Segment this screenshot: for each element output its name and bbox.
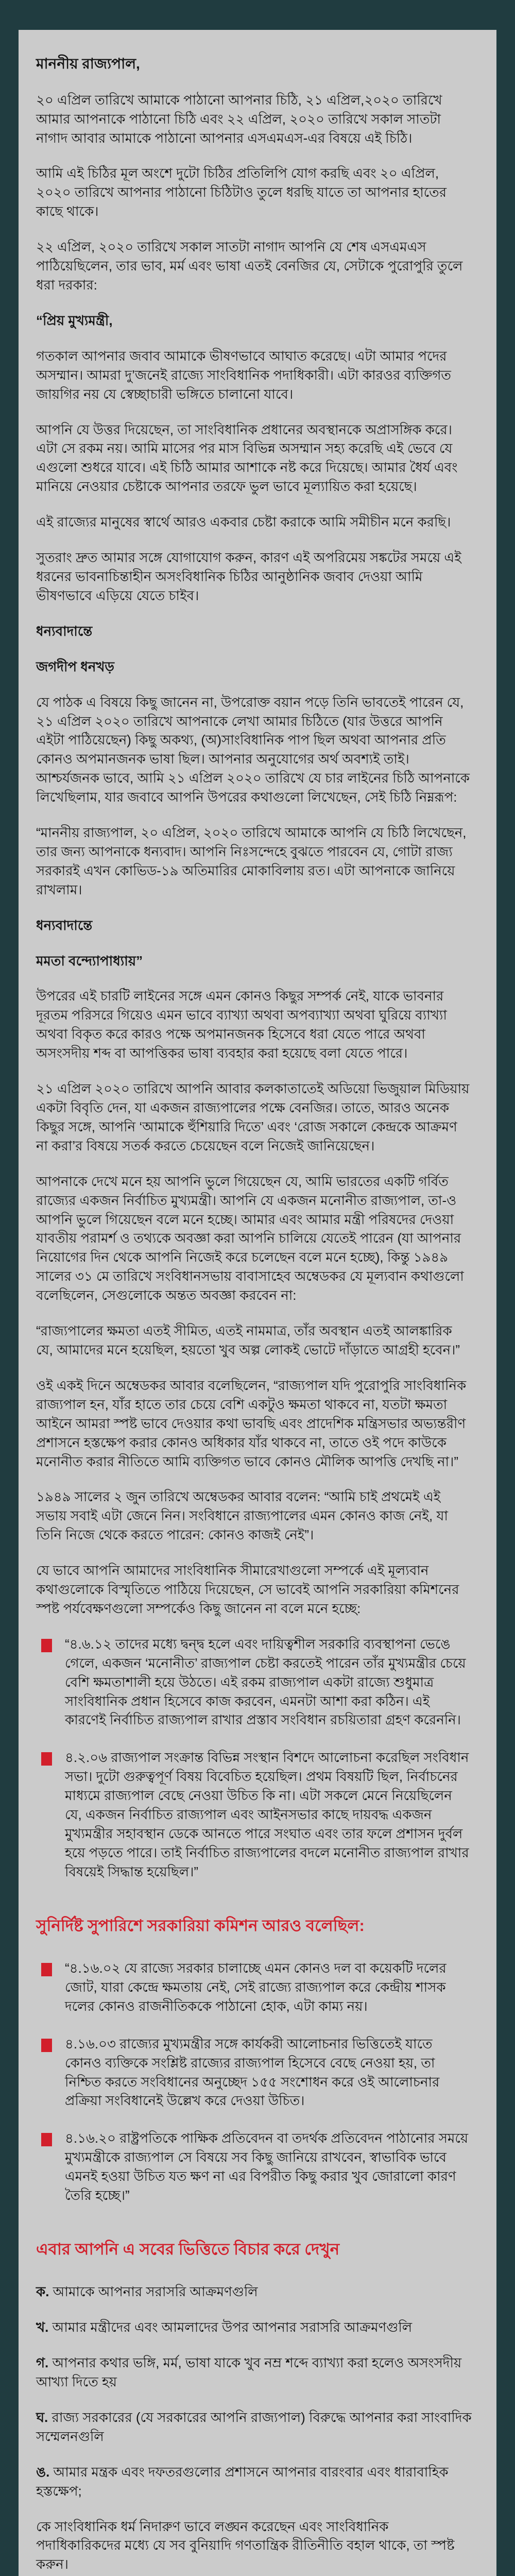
section-heading: সুনির্দিষ্ট সুপারিশে সরকারিয়া কমিশন আরও বলেছিল: — [36, 1916, 365, 1935]
letter-card — [19, 30, 496, 2576]
bullet-item — [36, 1635, 472, 1730]
body-paragraph: যে ভাবে আপনি আমাদের সাংবিধানিক সীমারেখাগুলো সম্পর্কে এই মূল্যবান কথাগুলোকে বিস্মৃতিতে পাঠিয়ে দিয়েছেন, সে ভাবেই আপনি সরকারিয়া কমিশনের স্পষ্ট পর্যবেক্ষণগুলো সম্পর্কেও কিছু জানেন না বলে মনে হচ্ছে: — [36, 1563, 459, 1616]
bullet-item — [36, 1748, 472, 1881]
bullet-text: “৪.৬.১২ তাদের মধ্যে দ্বন্দ্ব হলে এবং দায়িত্বশীল সরকারি ব্যবস্থাপনা ভেঙে গেলে, একজন ‘মনোনীত’ রাজ্যপাল চেষ্টা করতেই পারেন তাঁর মুখ্যমন্ত্রীর চেয়ে বেশি ক্ষমতাশালী হয়ে উঠতে। এই রকম রাজ্যপাল একটা রাজ্যে শুধুমাত্র সাংবিধানিক প্রধান হিসেবে কাজ করবেন, এমনটা আশা করা কঠিন। এই কারণেই নির্বাচিত রাজ্যপাল রাখার প্রস্তাব সংবিধান রচয়িতারা গ্রহণ করেননি। — [65, 1636, 466, 1728]
body-paragraph: এই রাজ্যের মানুষের স্বার্থে আরও একবার চেষ্টা করাকে আমি সমীচীন মনে করছি। — [36, 514, 451, 530]
body-paragraph: সুতরাং দ্রুত আমার সঙ্গে যোগাযোগ করুন, কারণ এই অপরিমেয় সঙ্কটের সময়ে এই ধরনের ভাবনাচিন্তাহীন অসংবিধানিক চিঠির আনুষ্ঠানিক জবাব দেওয়া আমি ভীষণভাবে এড়িয়ে যেতে চাইব। — [36, 550, 461, 603]
bullet-item — [36, 1959, 472, 2016]
bullet-text: ৪.১৬.২০ রাষ্ট্রপতিকে পাক্ষিক প্রতিবেদন বা তদর্থক প্রতিবেদন পাঠানোর সময়ে মুখ্যমন্ত্রীকে রাজ্যপাল সে বিষয়ে সব কিছু জানিয়ে রাখবেন, স্বাভাবিক ভাবে এমনই হওয়া উচিত যত ক্ষণ না এর বিপরীত কিছু করার খুব জোরালো কারণ তৈরি হচ্ছে।” — [65, 2130, 469, 2204]
item-label: খ. — [36, 2319, 49, 2335]
signature-line: মাননীয় রাজ্যপাল, — [36, 56, 140, 72]
section-heading: এবার আপনি এ সবের ভিত্তিতে বিচার করে দেখুন — [36, 2240, 340, 2258]
body-paragraph: আপনি যে উত্তর দিয়েছেন, তা সাংবিধানিক প্রধানের অবস্থানকে অপ্রাসঙ্গিক করে। এটা সে রকম নয়। আমি মাসের পর মাস বিভিন্ন অসম্মান সহ্য করেছি এই ভেবে যে এগুলো শুধরে যাবে। এই চিঠি আমার আশাকে নষ্ট করে দিয়েছে। আমার ধৈর্য এবং মানিয়ে নেওয়ার চেষ্টাকে আপনার তরফে ভুল ভাবে মূল্যায়িত করা হয়েছে। — [36, 421, 458, 495]
body-paragraph: কে সাংবিধানিক ধর্ম নিদারুণ ভাবে লঙ্ঘন করেছেন এবং সাংবিধানিক পদাধিকারিকদের মধ্যে যে সব বুনিয়াদি গণতান্ত্রিক রীতিনীতি বহাল থাকে, তা স্পষ্ট করুন। — [36, 2518, 455, 2572]
bullet-text: ৪.১৬.০৩ রাজ্যের মুখ্যমন্ত্রীর সঙ্গে কার্যকরী আলোচনার ভিত্তিতেই যাতে কোনও ব্যক্তিকে সংশ্লিষ্ট রাজ্যের রাজ্যপাল হিসেবে বেছে নেওয়া হয়, তা নিশ্চিত করতে সংবিধানের অনুচ্ছেদ ১৫৫ সংশোধন করে ওই আলোচনার প্রক্রিয়া সংবিধানেই উল্লেখ করে দেওয়া উচিত। — [65, 2036, 440, 2109]
labeled-list-item — [36, 2318, 472, 2337]
bullet-text: “৪.১৬.০২ যে রাজ্যে সরকার চালাচ্ছে এমন কোনও দল বা কয়েকটি দলের জোট, যারা কেন্দ্রে ক্ষমতায় নেই, সেই রাজ্যে রাজ্যপাল করে কেন্দ্রীয় শাসক দলের কোনও রাজনীতিককে পাঠানো হোক, এটা কাম্য নয়। — [65, 1960, 447, 2014]
item-label: ক. — [36, 2284, 49, 2300]
signature-line: “প্রিয় মুখ্যমন্ত্রী, — [36, 312, 113, 328]
body-paragraph: “রাজ্যপালের ক্ষমতা এতই সীমিত, এতই নামমাত্র, তাঁর অবস্থান এতই আলঙ্কারিক যে, আমাদের মনে হয়েছিল, হয়তো খুব অল্প লোকই ভোটে দাঁড়াতে আগ্রহী হবেন।” — [36, 1323, 460, 1358]
item-label: ঘ. — [36, 2409, 48, 2425]
red-square-bullet-icon — [41, 2133, 52, 2146]
bullet-text: ৪.২.০৬ রাজ্যপাল সংক্রান্ত বিভিন্ন সংস্থান বিশদে আলোচনা করেছিল সংবিধান সভা। দুটো গুরুত্বপূর্ণ বিষয় বিবেচিত হয়েছিল। প্রথম বিষয়টি ছিল, নির্বাচনের মাধ্যমে রাজ্যপাল বেছে নেওয়া উচিত কি না। এটা সকলে মেনে নিয়েছিলেন যে, একজন নির্বাচিত রাজ্যপাল এবং আইনসভার কাছে দায়বদ্ধ একজন মুখ্যমন্ত্রীর সহাবস্থান ডেকে আনতে পারে সংঘাত এবং তার ফলে প্রশাসন দুর্বল হয়ে পড়তে পারে। তাই নির্বাচিত রাজ্যপালের বদলে মনোনীত রাজ্যপাল রাখার বিষয়েই সিদ্ধান্ত হয়েছিল।” — [65, 1750, 469, 1879]
signature-line: মমতা বন্দ্যোপাধ্যায়” — [36, 953, 143, 969]
letter-content — [36, 54, 472, 2576]
body-paragraph: ২০ এপ্রিল তারিখে আমাকে পাঠানো আপনার চিঠি, ২১ এপ্রিল,২০২০ তারিখে আমার আপনাকে পাঠানো চিঠি এবং ২২ এপ্রিল, ২০২০ তারিখে সকাল সাতটা নাগাদ আবার আমাকে পাঠানো আপনার এসএমএস-এর বিষয়ে এই চিঠি। — [36, 92, 442, 146]
item-text: আমার মন্ত্রক এবং দফতরগুলোর প্রশাসনে আপনার বারংবার এবং ধারাবাহিক হস্তক্ষেপ; — [36, 2464, 449, 2499]
item-text: আমাকে আপনার সরাসরি আক্রমণগুলি — [53, 2284, 258, 2300]
labeled-list-item — [36, 2463, 472, 2501]
body-paragraph: উপরের এই চারটি লাইনের সঙ্গে এমন কোনও কিছুর সম্পর্ক নেই, যাকে ভাবনার দূরতম পরিসরে গিয়েও এমন ভাবে ব্যাখ্যা অথবা অপব্যাখ্যা অথবা ঘুরিয়ে ব্যাখ্যা অথবা বিকৃত করে কারও পক্ষে অপমানজনক হিসেবে ধরা যেতে পারে অথবা অসংসদীয় শব্দ বা আপত্তিকর ভাষা ব্যবহার করা হয়েছে বলা যেতে পারে। — [36, 988, 447, 1061]
red-square-bullet-icon — [41, 1963, 52, 1976]
item-label: গ. — [36, 2355, 49, 2371]
body-paragraph: ১৯৪৯ সালের ২ জুন তারিখে অম্বেডকর আবার বলেন: “আমি চাই প্রথমেই এই সভায় সবাই এটা জেনে নিন। সংবিধানে রাজ্যপালের এমন কোনও কাজ নেই, যা তিনি নিজে থেকে করতে পারেন: কোনও কাজই নেই”। — [36, 1489, 448, 1543]
body-paragraph: ২১ এপ্রিল ২০২০ তারিখে আপনি আবার কলকাতাতেই অডিয়ো ভিজুয়াল মিডিয়ায় একটা বিবৃতি দেন, যা একজন রাজ্যপালের পক্ষে বেনজির। তাতে, আরও অনেক কিছুর সঙ্গে, আপনি ‘আমাকে হুঁশিয়ারি দিতে’ এবং ‘রোজ সকালে কেন্দ্রকে আক্রমণ না করা’র বিষয়ে সতর্ক করতে চেয়েছেন বলে নিজেই জানিয়েছেন। — [36, 1081, 470, 1154]
signature-line: জগদীপ ধনখড় — [36, 658, 114, 674]
red-square-bullet-icon — [41, 2039, 52, 2052]
bullet-item — [36, 2129, 472, 2205]
body-paragraph: আপনাকে দেখে মনে হয় আপনি ভুলে গিয়েছেন যে, আমি ভারতের একটি গর্বিত রাজ্যের একজন নির্বাচিত মুখ্যমন্ত্রী। আপনি যে একজন মনোনীত রাজ্যপাল, তা-ও আপনি ভুলে গিয়েছেন বলে মনে হচ্ছে। আমার এবং আমার মন্ত্রী পরিষদের দেওয়া যাবতীয় পরামর্শ ও তথ্যকে অবজ্ঞা করা আপনি চালিয়ে যেতেই পারেন (যা আপনার নিয়োগের দিন থেকে আপনি নিজেই করে চলেছেন বলে মনে হচ্ছে), কিন্তু ১৯৪৯ সালের ৩১ মে তারিখে সংবিধানসভায় বাবাসাহেব অম্বেডকর যে মূল্যবান কথাগুলো বলেছিলেন, সেগুলোকে অন্তত অবজ্ঞা করবেন না: — [36, 1173, 464, 1303]
labeled-list-item — [36, 2408, 472, 2446]
item-text: আপনার কথার ভঙ্গি, মর্ম, ভাষা যাকে খুব নম্র শব্দে ব্যাখ্যা করা হলেও অসংসদীয় আখ্যা দিতে হয় — [36, 2355, 462, 2389]
bullet-item — [36, 2035, 472, 2111]
red-square-bullet-icon — [41, 1639, 52, 1652]
item-text: রাজ্য সরকারের (যে সরকারের আপনি রাজ্যপাল) বিরুদ্ধে আপনার করা সাংবাদিক সম্মেলনগুলি — [36, 2409, 472, 2444]
red-square-bullet-icon — [41, 1752, 52, 1766]
labeled-list-item — [36, 2353, 472, 2392]
body-paragraph: “মাননীয় রাজ্যপাল, ২০ এপ্রিল, ২০২০ তারিখে আমাকে আপনি যে চিঠি লিখেছেন, তার জন্য আপনাকে ধন্যবাদ। আপনি নিঃসন্দেহে বুঝতে পারবেন যে, গোটা রাজ্য সরকারই এখন কোভিড-১৯ অতিমারির মোকাবিলায় রত। এটা আপনাকে জানিয়ে রাখলাম। — [36, 825, 467, 897]
signature-line: ধন্যবাদান্তে — [36, 623, 93, 639]
body-paragraph: যে পাঠক এ বিষয়ে কিছু জানেন না, উপরোক্ত বয়ান পড়ে তিনি ভাবতেই পারেন যে, ২১ এপ্রিল ২০২০ তারিখে আপনাকে লেখা আমার চিঠিতে (যার উত্তরে আপনি এইটা পাঠিয়েছেন) কিছু অকথ্য, (অ)সাংবিধানিক পাপ ছিল অথবা আপনার প্রতি কোনও অপমানজনক ভাষা ছিল। আপনার অনুযোগের অর্থ অবশ্যই তাই। আশ্চর্যজনক ভাবে, আমি ২১ এপ্রিল ২০২০ তারিখে যে চার লাইনের চিঠি আপনাকে লিখেছিলাম, যার জবাবে আপনি উপরের কথাগুলো লিখেছেন, সেই চিঠি নিম্নরূপ: — [36, 694, 470, 805]
body-paragraph: আমি এই চিঠির মূল অংশে দুটো চিঠির প্রতিলিপি যোগ করছি এবং ২০ এপ্রিল, ২০২০ তারিখে আপনার পাঠানো চিঠিটাও তুলে ধরছি যাতে তা আপনার হাতের কাছে থাকে। — [36, 165, 447, 219]
body-paragraph: ২২ এপ্রিল, ২০২০ তারিখে সকাল সাতটা নাগাদ আপনি যে শেষ এসএমএস পাঠিয়েছিলেন, তার ভাব, মর্ম এবং ভাষা এতই বেনজির যে, সেটাকে পুরোপুরি তুলে ধরা দরকার: — [36, 239, 463, 293]
item-label: ঙ. — [36, 2464, 50, 2480]
item-text: আমার মন্ত্রীদের এবং আমলাদের উপর আপনার সরাসরি আক্রমণগুলি — [52, 2319, 413, 2335]
signature-line: ধন্যবাদান্তে — [36, 917, 93, 933]
body-paragraph: ওই একই দিনে অম্বেডকর আবার বলেছিলেন, “রাজ্যপাল যদি পুরোপুরি সাংবিধানিক রাজ্যপাল হন, যাঁর হাতে তার চেয়ে বেশি একটুও ক্ষমতা থাকবে না, যতটা ক্ষমতা আইনে আমরা স্পষ্ট ভাবে দেওয়ার কথা ভাবছি এবং প্রাদেশিক মন্ত্রিসভার অভ্যন্তরীণ প্রশাসনে হস্তক্ষেপ করার কোনও অধিকার যাঁর থাকবে না, তাতে ওই পদে কাউকে মনোনীত করার নীতিতে আমি ব্যক্তিগত ভাবে কোনও মৌলিক আপত্তি দেখছি না।” — [36, 1377, 467, 1469]
labeled-list-item — [36, 2282, 472, 2301]
body-paragraph: গতকাল আপনার জবাব আমাকে ভীষণভাবে আঘাত করেছে। এটা আমার পদের অসম্মান। আমরা দু’জনেই রাজ্যে সাংবিধানিক পদাধিকারী। এটা কারওর ব্যক্তিগত জায়গির নয় যে স্বেচ্ছাচারী ভঙ্গিতে চালানো যাবে। — [36, 348, 451, 402]
